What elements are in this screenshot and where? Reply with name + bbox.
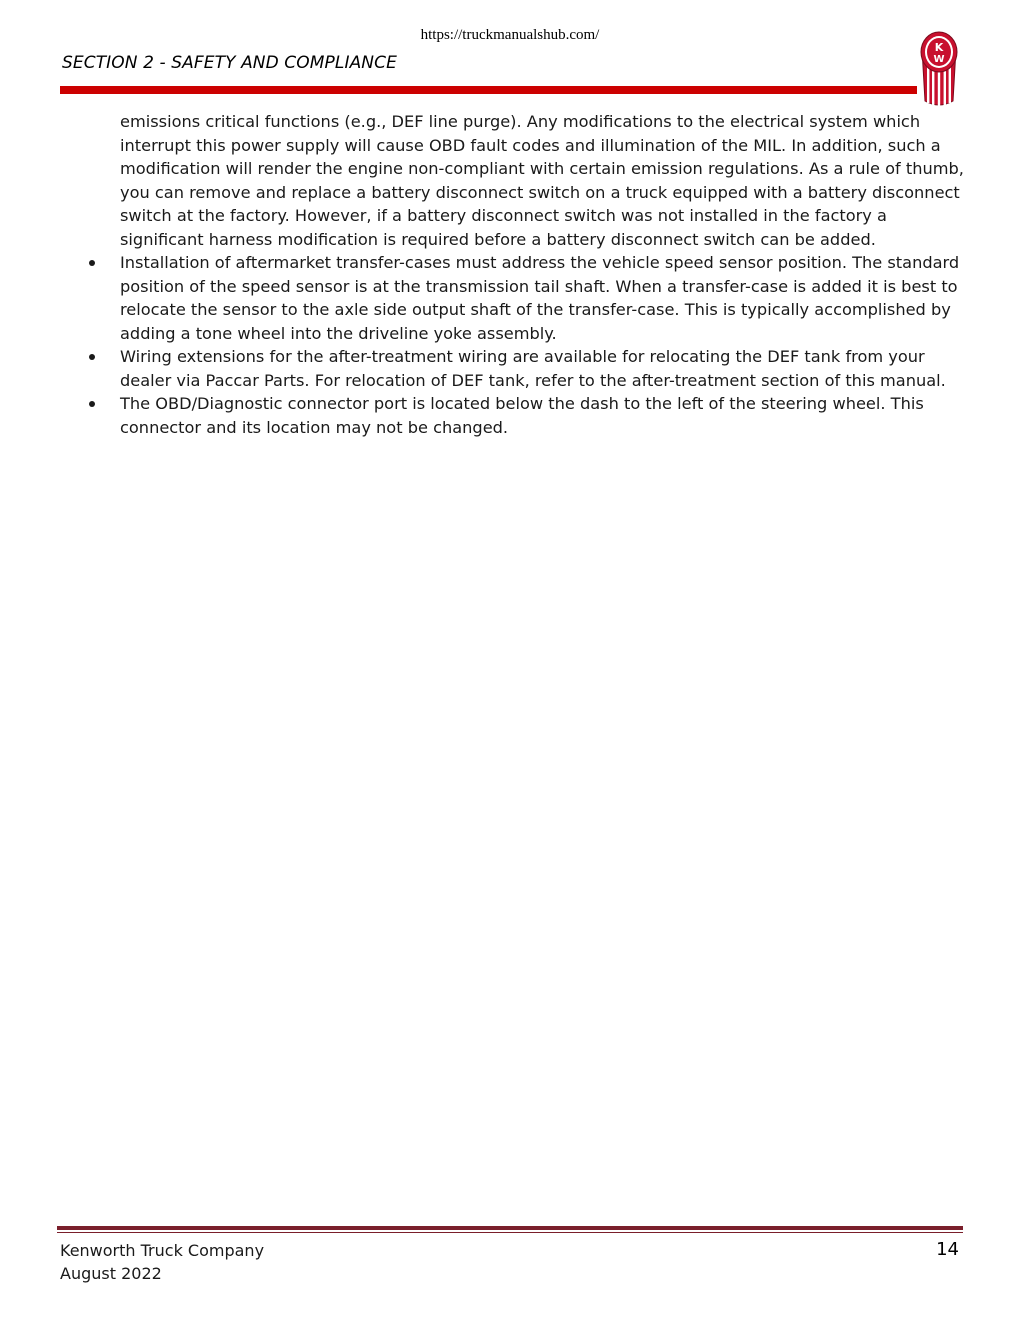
bullet-icon [89, 260, 95, 266]
section-title: SECTION 2 - SAFETY AND COMPLIANCE [62, 53, 397, 73]
list-item-text: Installation of aftermarket transfer-cases must address the vehicle speed sensor position. The standard position of the speed sensor is at the transmission tail shaft. When a transfer-case is added it is best to relocate the sensor to the axle side output shaft of the transfer-case. This is typically accomplished by adding a tone wheel into the driveline yoke assembly. [120, 253, 960, 343]
footer-rule-thin [57, 1232, 963, 1233]
header-rule [60, 86, 917, 94]
logo-letter-w: W [933, 54, 945, 65]
list-item [120, 392, 965, 439]
logo-letter-k: K [934, 41, 944, 54]
bullet-list [120, 251, 965, 439]
page-body [120, 110, 965, 439]
list-item-text: Wiring extensions for the after-treatment wiring are available for relocating the DEF tank from your dealer via Paccar Parts. For relocation of DEF tank, refer to the after-treatment section of this manual. [120, 347, 946, 390]
list-item-text: The OBD/Diagnostic connector port is located below the dash to the left of the steering wheel. This connector and its location may not be changed. [120, 394, 924, 437]
bullet-icon [89, 354, 95, 360]
footer-date: August 2022 [60, 1264, 162, 1283]
page-number: 14 [936, 1239, 959, 1260]
list-item [120, 251, 965, 345]
footer-company: Kenworth Truck Company [60, 1241, 265, 1260]
kenworth-logo-icon [919, 29, 959, 111]
footer-rule [57, 1226, 963, 1230]
continuation-paragraph: emissions critical functions (e.g., DEF line purge). Any modifications to the electrical system which interrupt this power supply will cause OBD fault codes and illumination of the MIL. In addition, such a modification will render the engine non-compliant with certain emission regulations. As a rule of thumb, you can remove and replace a battery disconnect switch on a truck equipped with a battery disconnect switch at the factory. However, if a battery disconnect switch was not installed in the factory a significant harness modification is required before a battery disconnect switch can be added. [120, 112, 964, 249]
bullet-icon [89, 401, 95, 407]
source-url: https://truckmanualshub.com/ [420, 27, 600, 43]
list-item [120, 345, 965, 392]
